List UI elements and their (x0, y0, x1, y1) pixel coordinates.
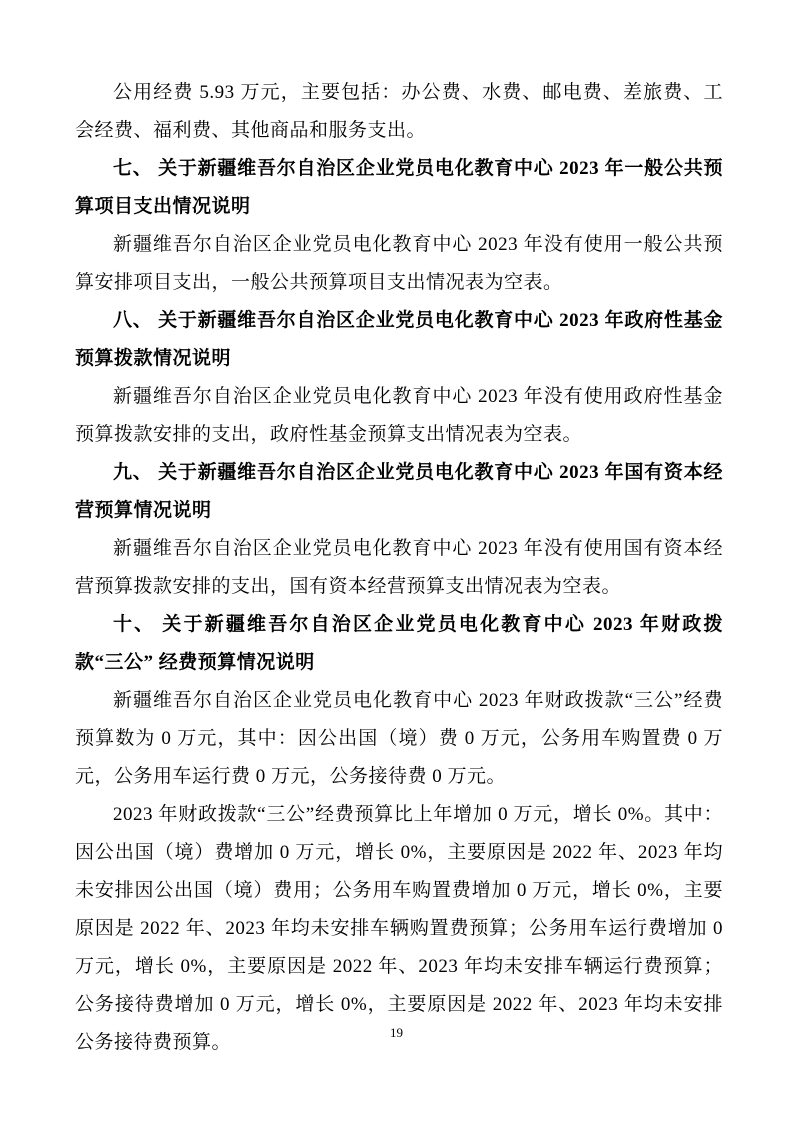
paragraph: 新疆维吾尔自治区企业党员电化教育中心 2023 年没有使用国有资本经营预算拨款安排的支出，国有资本经营预算支出情况表为空表。 (75, 538, 723, 597)
paragraph: 新疆维吾尔自治区企业党员电化教育中心 2023 年没有使用政府性基金预算拨款安排的支出，政府性基金预算支出情况表为空表。 (75, 386, 723, 445)
paragraph: 新疆维吾尔自治区企业党员电化教育中心 2023 年没有使用一般公共预算安排项目支出，一般公共预算项目支出情况表为空表。 (75, 234, 723, 293)
section-heading: 八、 关于新疆维吾尔自治区企业党员电化教育中心 2023 年政府性基金预算拨款情况说明 (75, 310, 723, 369)
page-number: 19 (390, 1025, 403, 1040)
paragraph: 新疆维吾尔自治区企业党员电化教育中心 2023 年财政拨款“三公”经费预算数为 0 万元，其中：因公出国（境）费 0 万元，公务用车购置费 0 万元，公务用车运行费 0 万元，公务接待费 0 万元。 (75, 690, 723, 787)
section-heading: 十、 关于新疆维吾尔自治区企业党员电化教育中心 2023 年财政拨款“三公” 经费预算情况说明 (75, 614, 723, 673)
section-heading: 九、 关于新疆维吾尔自治区企业党员电化教育中心 2023 年国有资本经营预算情况说明 (75, 462, 723, 521)
section-heading: 七、 关于新疆维吾尔自治区企业党员电化教育中心 2023 年一般公共预算项目支出情况说明 (75, 158, 723, 217)
page-footer (0, 1024, 793, 1042)
document-body (75, 74, 723, 1062)
paragraph: 2023 年财政拨款“三公”经费预算比上年增加 0 万元，增长 0%。其中：因公出国（境）费增加 0 万元，增长 0%，主要原因是 2022 年、2023 年均未安排因公出国（境）费用；公务用车购置费增加 0 万元，增长 0%，主要原因是 2022 年、2023 年均未安排车辆购置费预算；公务用车运行费增加 0 万元，增长 0%，主要原因是 2022 年、2023 年均未安排车辆运行费预算；公务接待费增加 0 万元，增长 0%，主要原因是 2022 年、2023 年均未安排公务接待费预算。 (75, 804, 723, 1053)
paragraph: 公用经费 5.93 万元，主要包括：办公费、水费、邮电费、差旅费、工会经费、福利费、其他商品和服务支出。 (75, 82, 723, 141)
